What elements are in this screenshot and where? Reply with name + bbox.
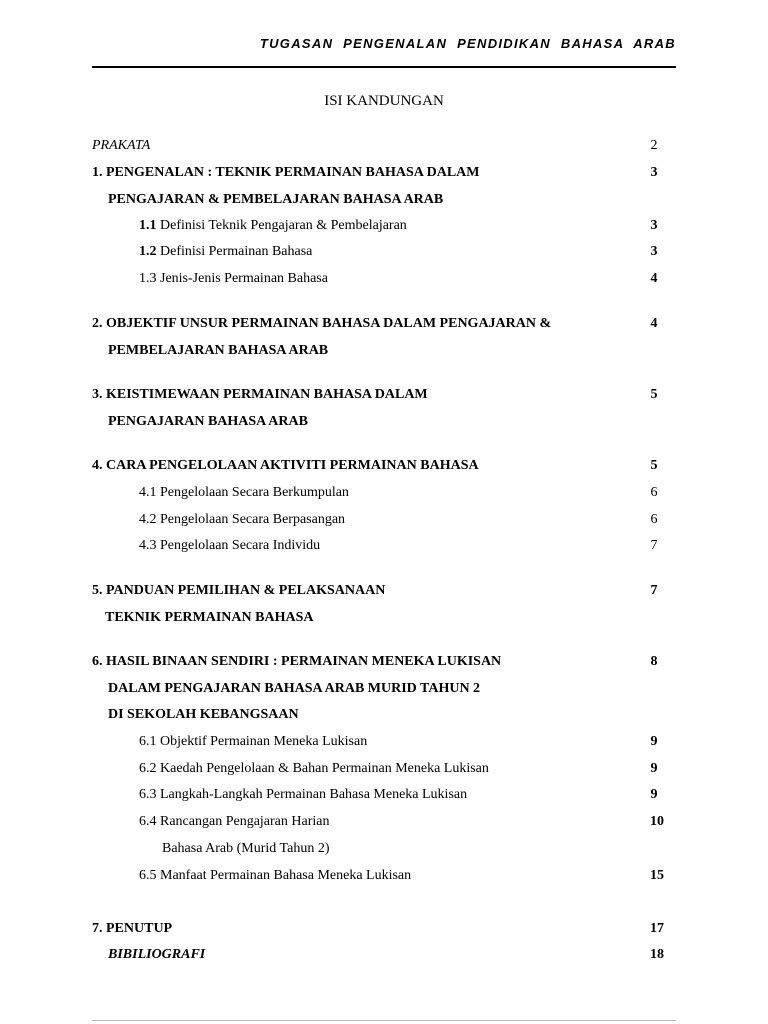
toc-entry-1-1-number: 1.1 xyxy=(139,218,157,233)
toc-entry-1-1 xyxy=(139,217,407,235)
toc-page-4-1: 6 xyxy=(650,485,658,500)
toc-page-prakata: 2 xyxy=(650,138,658,153)
toc-entry-6-1: 6.1 Objektif Permainan Meneka Lukisan xyxy=(139,734,368,749)
toc-entry-1-2 xyxy=(139,243,312,261)
toc-entry-section-3: 3. KEISTIMEWAAN PERMAINAN BAHASA DALAM xyxy=(92,387,428,402)
toc-entry-section-4: 4. CARA PENGELOLAAN AKTIVITI PERMAINAN BAHASA xyxy=(92,458,479,473)
document-header: TUGASAN PENGENALAN PENDIDIKAN BAHASA ARAB xyxy=(259,36,676,51)
toc-page-4-2: 6 xyxy=(650,512,658,527)
toc-page-6-2: 9 xyxy=(650,761,658,776)
toc-page-section-7: 17 xyxy=(650,921,664,936)
toc-page-section-3: 5 xyxy=(650,387,658,402)
toc-entry-4-1: 4.1 Pengelolaan Secara Berkumpulan xyxy=(139,485,349,500)
toc-title: ISI KANDUNGAN xyxy=(324,93,444,109)
toc-page-1-1: 3 xyxy=(650,218,658,233)
toc-page-1-3: 4 xyxy=(650,271,658,286)
toc-entry-section-7: 7. PENUTUP xyxy=(92,921,173,936)
toc-page-bibliografi: 18 xyxy=(650,947,664,962)
toc-page-6-1: 9 xyxy=(650,734,658,749)
toc-entry-section-2: 2. OBJEKTIF UNSUR PERMAINAN BAHASA DALAM PENGAJARAN & xyxy=(92,316,552,331)
toc-entry-section-5-cont: TEKNIK PERMAINAN BAHASA xyxy=(105,610,314,625)
toc-entry-4-2: 4.2 Pengelolaan Secara Berpasangan xyxy=(139,512,346,527)
toc-page-section-4: 5 xyxy=(650,458,658,473)
toc-entry-1-1-label: Definisi Teknik Pengajaran & Pembelajaran xyxy=(156,218,407,233)
toc-entry-section-5: 5. PANDUAN PEMILIHAN & PELAKSANAAN xyxy=(92,583,386,598)
toc-page-6-5: 15 xyxy=(650,868,664,883)
toc-page-section-5: 7 xyxy=(650,583,658,598)
toc-entry-1-2-label: Definisi Permainan Bahasa xyxy=(156,244,313,259)
toc-page-section-6: 8 xyxy=(650,654,658,669)
toc-page-1-2: 3 xyxy=(650,244,658,259)
toc-entry-6-5: 6.5 Manfaat Permainan Bahasa Meneka Lukisan xyxy=(139,868,412,883)
toc-entry-6-2: 6.2 Kaedah Pengelolaan & Bahan Permainan Meneka Lukisan xyxy=(139,761,489,776)
toc-entry-section-1: 1. PENGENALAN : TEKNIK PERMAINAN BAHASA DALAM xyxy=(92,165,480,180)
toc-entry-section-6-cont-2: DI SEKOLAH KEBANGSAAN xyxy=(108,707,299,722)
toc-entry-section-2-cont: PEMBELAJARAN BAHASA ARAB xyxy=(108,343,329,358)
toc-entry-6-3: 6.3 Langkah-Langkah Permainan Bahasa Meneka Lukisan xyxy=(139,787,468,802)
toc-page-section-1: 3 xyxy=(650,165,658,180)
toc-page-4-3: 7 xyxy=(650,538,658,553)
toc-entry-prakata: PRAKATA xyxy=(92,138,151,153)
toc-entry-4-3: 4.3 Pengelolaan Secara Individu xyxy=(139,538,321,553)
toc-entry-6-4-cont: Bahasa Arab (Murid Tahun 2) xyxy=(162,841,330,856)
toc-page-6-3: 9 xyxy=(650,787,658,802)
toc-entry-6-4: 6.4 Rancangan Pengajaran Harian xyxy=(139,814,330,829)
footer-divider xyxy=(92,1020,676,1021)
toc-entry-bibliografi: BIBILIOGRAFI xyxy=(108,947,206,962)
toc-entry-section-3-cont: PENGAJARAN BAHASA ARAB xyxy=(108,414,308,429)
toc-page-6-4: 10 xyxy=(650,814,664,829)
header-divider xyxy=(92,66,676,68)
toc-entry-section-6: 6. HASIL BINAAN SENDIRI : PERMAINAN MENEKA LUKISAN xyxy=(92,654,502,669)
toc-entry-section-6-cont-1: DALAM PENGAJARAN BAHASA ARAB MURID TAHUN 2 xyxy=(108,681,481,696)
toc-entry-1-2-number: 1.2 xyxy=(139,244,157,259)
toc-page-section-2: 4 xyxy=(650,316,658,331)
toc-entry-1-3: 1.3 Jenis-Jenis Permainan Bahasa xyxy=(139,271,328,286)
toc-entry-section-1-cont: PENGAJARAN & PEMBELAJARAN BAHASA ARAB xyxy=(108,192,444,207)
